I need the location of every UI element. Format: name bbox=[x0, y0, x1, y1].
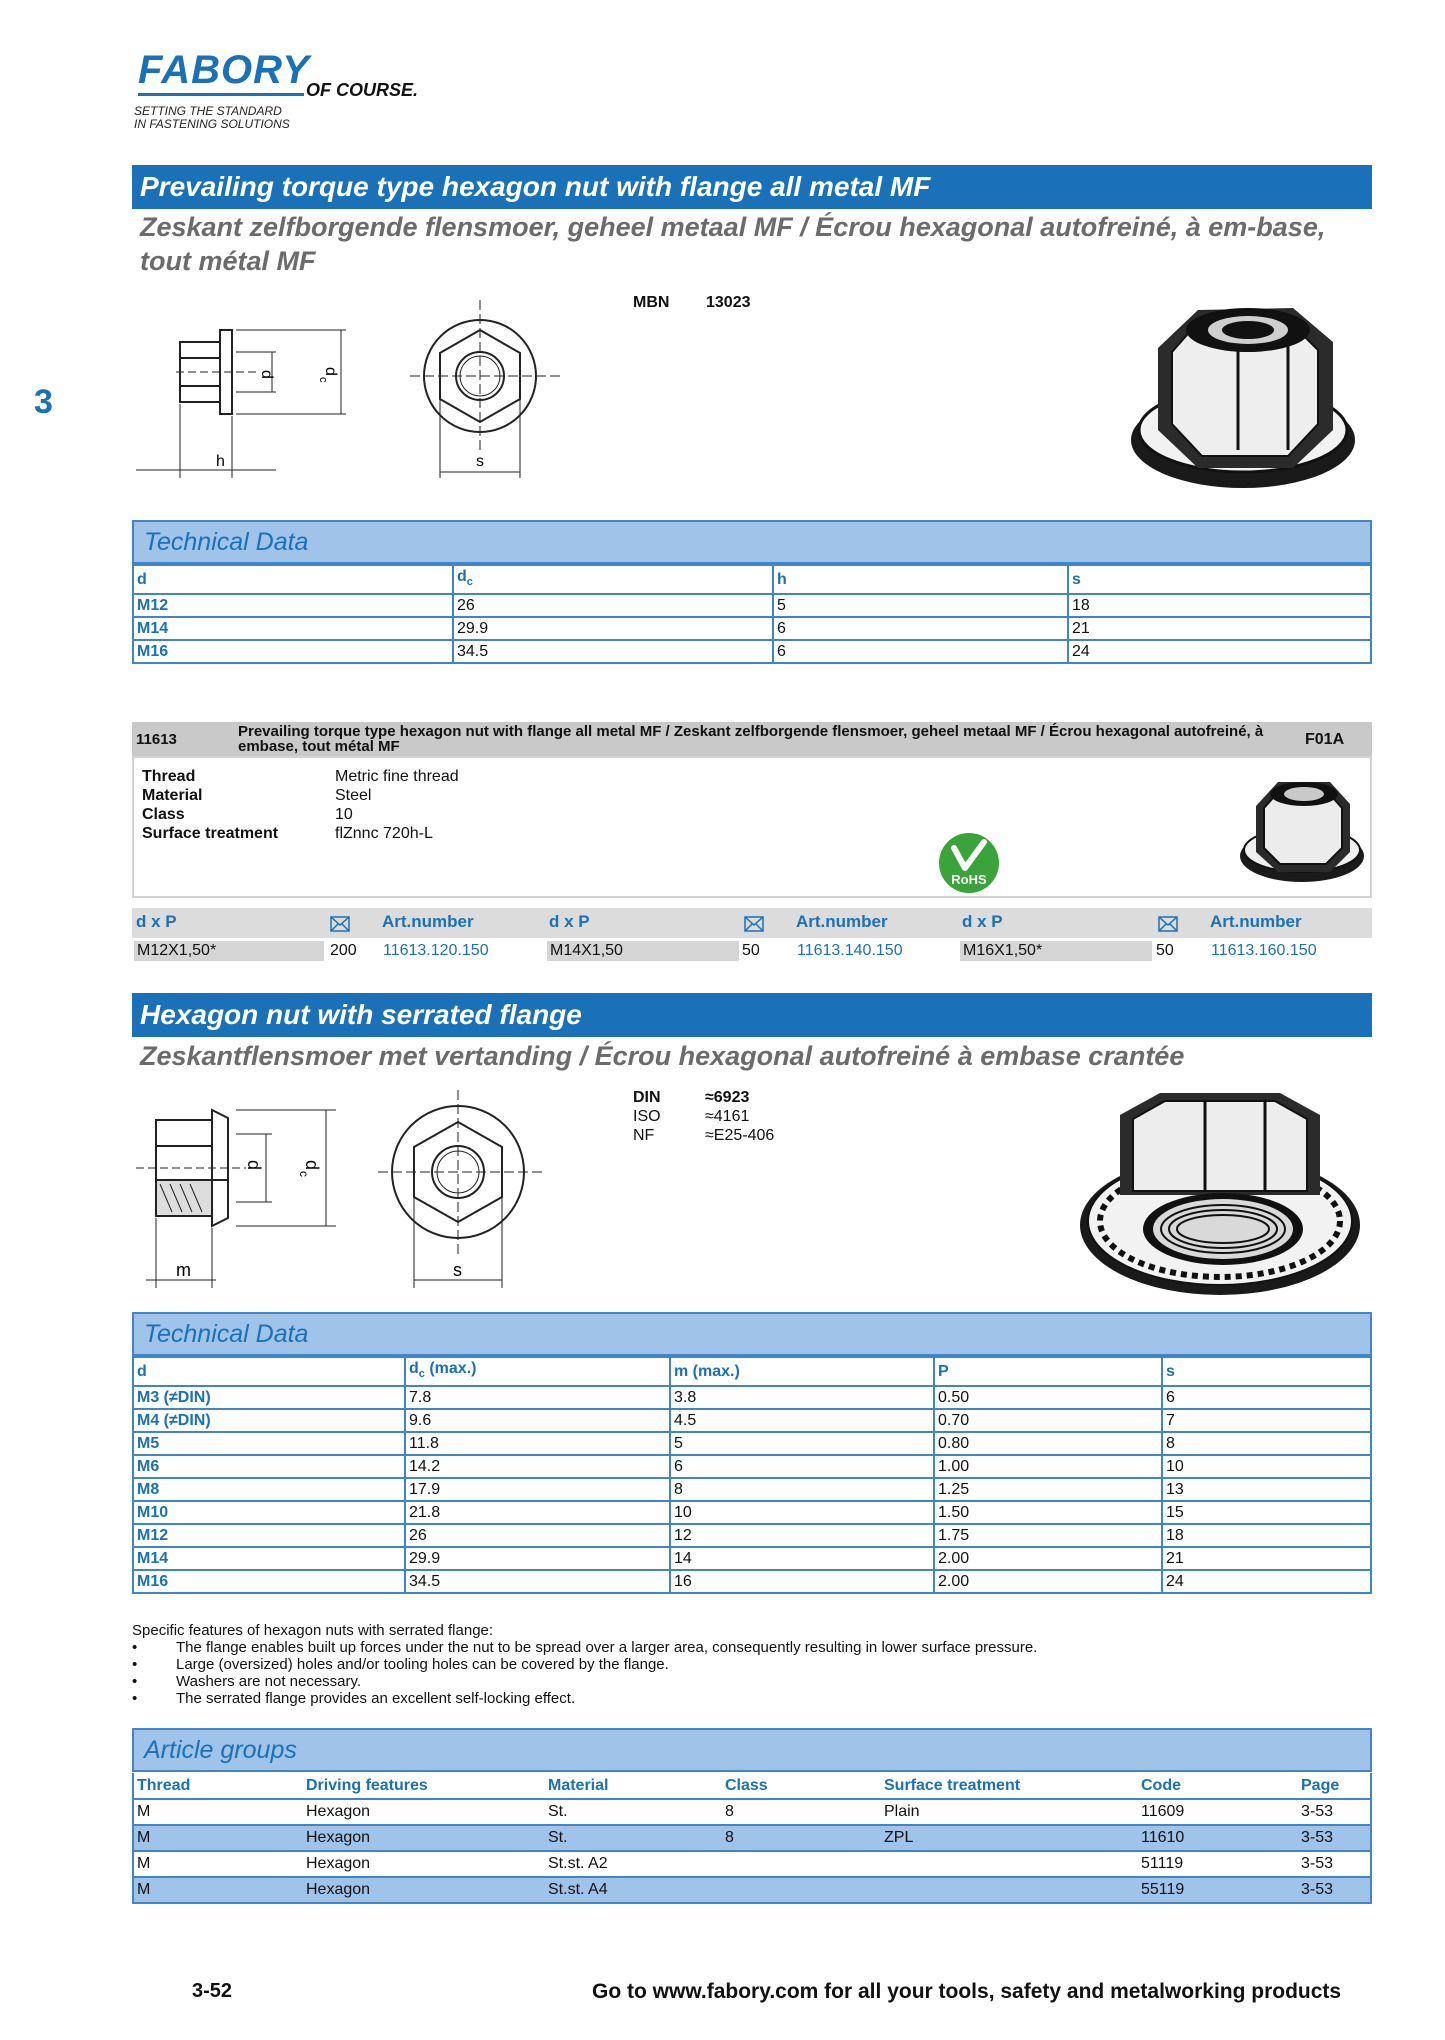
table-cell: 8 bbox=[1162, 1432, 1371, 1455]
col-header: d bbox=[133, 1357, 405, 1386]
table-cell: 2.00 bbox=[934, 1547, 1162, 1570]
prop-key: Class bbox=[142, 806, 185, 823]
prop-key: Surface treatment bbox=[142, 825, 279, 842]
table-cell: 11609 bbox=[1138, 1799, 1298, 1825]
col-header: Thread bbox=[133, 1773, 303, 1799]
table-cell: 16 bbox=[670, 1570, 934, 1593]
table-cell: 2.00 bbox=[934, 1570, 1162, 1593]
section1-top-drawing bbox=[410, 300, 570, 480]
footer-promo: Go to www.fabory.com for all your tools, safety and metalworking products bbox=[592, 1980, 1342, 2003]
prop-value: Metric fine thread bbox=[335, 768, 459, 785]
table-row bbox=[133, 1524, 1371, 1547]
section1-subtitle: Zeskant zelfborgende flensmoer, geheel metaal MF / Écrou hexagonal autofreiné, à em-base, tout métal MF bbox=[140, 212, 1326, 276]
top2-label-s: s bbox=[453, 1260, 462, 1280]
table-cell: 18 bbox=[1068, 594, 1371, 617]
side2-label-dc: d bbox=[302, 1160, 322, 1171]
col-header: P bbox=[934, 1357, 1162, 1386]
side-label-dc: d bbox=[322, 367, 339, 376]
order-qty-cell: 200 bbox=[330, 942, 357, 959]
table-cell: M10 bbox=[133, 1501, 405, 1524]
section2-title: Hexagon nut with serrated flange bbox=[132, 993, 1372, 1037]
feature-item: • The flange enables built up forces under the nut to be spread over a larger area, consequently resulting in lower surface pressure. bbox=[132, 1639, 1038, 1656]
col-header: Class bbox=[722, 1773, 881, 1799]
std-name: ISO bbox=[633, 1108, 661, 1125]
tagline-line-1: SETTING THE STANDARD bbox=[134, 104, 282, 118]
prop-value: 10 bbox=[335, 806, 353, 823]
table-cell: M6 bbox=[133, 1455, 405, 1478]
table-row bbox=[133, 1478, 1371, 1501]
table-row bbox=[133, 640, 1371, 663]
article-code: 11613 bbox=[136, 731, 177, 748]
side2-label-m: m bbox=[176, 1260, 191, 1280]
tagline-line-2: IN FASTENING SOLUTIONS bbox=[134, 117, 290, 131]
table-cell: M14 bbox=[133, 1547, 405, 1570]
order-dxp-cell: M16X1,50* bbox=[960, 941, 1152, 961]
order-art-link[interactable]: 11613.160.150 bbox=[1211, 942, 1317, 959]
col-header: s bbox=[1068, 565, 1371, 594]
side-label-h: h bbox=[216, 453, 225, 470]
table-row bbox=[133, 1455, 1371, 1478]
feature-item: • The serrated flange provides an excellent self-locking effect. bbox=[132, 1690, 576, 1707]
section2-subtitle: Zeskantflensmoer met vertanding / Écrou hexagonal autofreiné à embase crantée bbox=[140, 1041, 1185, 1071]
tech-data-table-1 bbox=[132, 564, 1372, 664]
features-title: Specific features of hexagon nuts with serrated flange: bbox=[132, 1622, 494, 1639]
table-cell: 17.9 bbox=[405, 1478, 670, 1501]
table-cell: 10 bbox=[1162, 1455, 1371, 1478]
table-cell: M bbox=[133, 1825, 303, 1851]
std-value: ≈E25-406 bbox=[705, 1127, 775, 1144]
order-qty-cell: 50 bbox=[742, 942, 760, 959]
feature-item: • Large (oversized) holes and/or tooling holes can be covered by the flange. bbox=[132, 1656, 669, 1673]
table-cell: Hexagon bbox=[303, 1851, 545, 1877]
table-cell: 51119 bbox=[1138, 1851, 1298, 1877]
table-cell: 5 bbox=[773, 594, 1068, 617]
article-properties-box bbox=[132, 756, 1372, 898]
table-cell: ZPL bbox=[881, 1825, 1138, 1851]
table-cell: 10 bbox=[670, 1501, 934, 1524]
table-cell: M12 bbox=[133, 594, 453, 617]
table-cell: 7 bbox=[1162, 1409, 1371, 1432]
order-art-link[interactable]: 11613.140.150 bbox=[797, 942, 903, 959]
top-label-s: s bbox=[476, 453, 484, 470]
table-cell: 11.8 bbox=[405, 1432, 670, 1455]
order-col-dxp: d x P bbox=[549, 912, 590, 931]
table-header-row bbox=[133, 565, 1371, 594]
col-header: $d_c$ (max.) bbox=[405, 1357, 670, 1386]
col-header: Material bbox=[545, 1773, 722, 1799]
table-cell: 21 bbox=[1068, 617, 1371, 640]
table-cell: 7.8 bbox=[405, 1386, 670, 1409]
table-cell: 18 bbox=[1162, 1524, 1371, 1547]
col-header: h bbox=[773, 565, 1068, 594]
article-family: F01A bbox=[1305, 731, 1345, 748]
side-label-dc-sub: c bbox=[317, 377, 329, 383]
side2-label-d: d bbox=[244, 1160, 264, 1171]
table-cell: 15 bbox=[1162, 1501, 1371, 1524]
prop-value: flZnnc 720h-L bbox=[335, 825, 433, 842]
table-cell: 1.00 bbox=[934, 1455, 1162, 1478]
table-row bbox=[133, 1825, 1371, 1851]
table-cell: 6 bbox=[670, 1455, 934, 1478]
order-col-art: Art.number bbox=[382, 912, 474, 931]
order-col-dxp: d x P bbox=[136, 912, 177, 931]
order-col-art: Art.number bbox=[1210, 912, 1302, 931]
table-cell: 0.80 bbox=[934, 1432, 1162, 1455]
col-header: m (max.) bbox=[670, 1357, 934, 1386]
page-number: 3-52 bbox=[192, 1980, 233, 2002]
table-cell bbox=[722, 1851, 881, 1877]
table-cell: Hexagon bbox=[303, 1825, 545, 1851]
table-cell: 8 bbox=[722, 1799, 881, 1825]
table-row bbox=[133, 1851, 1371, 1877]
prop-key: Thread bbox=[142, 768, 196, 785]
table-cell: 29.9 bbox=[405, 1547, 670, 1570]
std1-name: MBN bbox=[633, 294, 670, 311]
tech-data-header-1: Technical Data bbox=[132, 520, 1372, 564]
table-cell: M16 bbox=[133, 640, 453, 663]
article-title: Prevailing torque type hexagon nut with flange all metal MF / Zeskant zelfborgende flensmoer, geheel metaal MF / Écrou hexagonal autofreiné, à embase, tout métal MF bbox=[238, 723, 1264, 755]
side2-label-dc-sub: c bbox=[297, 1171, 311, 1177]
table-cell: 3-53 bbox=[1298, 1825, 1371, 1851]
tech-data-table-2 bbox=[132, 1356, 1372, 1594]
table-cell: 11610 bbox=[1138, 1825, 1298, 1851]
package-qty-icon bbox=[1158, 916, 1178, 932]
table-row bbox=[133, 594, 1371, 617]
table-cell: 3-53 bbox=[1298, 1851, 1371, 1877]
table-cell: 26 bbox=[453, 594, 773, 617]
brand-logo: FABORY bbox=[138, 48, 310, 92]
section2-side-drawing bbox=[136, 1090, 366, 1290]
table-cell: 3-53 bbox=[1298, 1799, 1371, 1825]
std-value: ≈6923 bbox=[705, 1089, 750, 1106]
table-cell: M bbox=[133, 1851, 303, 1877]
table-row bbox=[133, 1547, 1371, 1570]
table-row bbox=[133, 617, 1371, 640]
package-qty-icon bbox=[330, 916, 350, 932]
table-cell: 8 bbox=[670, 1478, 934, 1501]
section1-title: Prevailing torque type hexagon nut with flange all metal MF bbox=[132, 165, 1372, 209]
table-cell: 9.6 bbox=[405, 1409, 670, 1432]
section2-top-drawing bbox=[378, 1090, 558, 1290]
section1-side-drawing bbox=[136, 300, 366, 480]
table-row bbox=[133, 1432, 1371, 1455]
table-cell: St. bbox=[545, 1825, 722, 1851]
table-cell bbox=[722, 1877, 881, 1903]
col-header: Driving features bbox=[303, 1773, 545, 1799]
table-cell: 0.70 bbox=[934, 1409, 1162, 1432]
article-product-image bbox=[1238, 770, 1368, 890]
table-cell: M3 (≠DIN) bbox=[133, 1386, 405, 1409]
table-row bbox=[133, 1877, 1371, 1903]
logo-tagline bbox=[134, 105, 374, 131]
std-value: ≈4161 bbox=[705, 1108, 750, 1125]
table-cell: 8 bbox=[722, 1825, 881, 1851]
table-cell: M5 bbox=[133, 1432, 405, 1455]
table-cell: Hexagon bbox=[303, 1799, 545, 1825]
order-dxp-cell: M12X1,50* bbox=[134, 941, 324, 961]
std1-value: 13023 bbox=[706, 294, 751, 311]
table-cell: M8 bbox=[133, 1478, 405, 1501]
table-cell: 14 bbox=[670, 1547, 934, 1570]
table-cell: Plain bbox=[881, 1799, 1138, 1825]
order-dxp-cell: M14X1,50 bbox=[547, 941, 739, 961]
table-cell: 12 bbox=[670, 1524, 934, 1547]
table-cell: 0.50 bbox=[934, 1386, 1162, 1409]
package-qty-icon bbox=[744, 916, 764, 932]
table-header-row bbox=[133, 1357, 1371, 1386]
table-cell: 4.5 bbox=[670, 1409, 934, 1432]
table-cell: 6 bbox=[773, 640, 1068, 663]
table-row bbox=[133, 1799, 1371, 1825]
tech-data-header-2: Technical Data bbox=[132, 1312, 1372, 1356]
table-row bbox=[133, 1409, 1371, 1432]
table-cell: 34.5 bbox=[405, 1570, 670, 1593]
feature-item: • Washers are not necessary. bbox=[132, 1673, 362, 1690]
table-cell: M14 bbox=[133, 617, 453, 640]
col-header: d bbox=[133, 565, 453, 594]
col-header: Page bbox=[1298, 1773, 1371, 1799]
table-cell: 29.9 bbox=[453, 617, 773, 640]
table-cell: M12 bbox=[133, 1524, 405, 1547]
flange-nut-product-image bbox=[1128, 290, 1358, 500]
table-header-row bbox=[133, 1773, 1371, 1799]
col-header: Code bbox=[1138, 1773, 1298, 1799]
table-cell: 24 bbox=[1162, 1570, 1371, 1593]
table-cell: M4 (≠DIN) bbox=[133, 1409, 405, 1432]
table-cell: 3-53 bbox=[1298, 1877, 1371, 1903]
std-name: DIN bbox=[633, 1089, 661, 1106]
table-cell: 21 bbox=[1162, 1547, 1371, 1570]
order-col-art: Art.number bbox=[796, 912, 888, 931]
table-cell: 5 bbox=[670, 1432, 934, 1455]
std-name: NF bbox=[633, 1127, 655, 1144]
table-cell: M16 bbox=[133, 1570, 405, 1593]
side-label-d: d bbox=[258, 370, 275, 379]
article-groups-table bbox=[132, 1773, 1372, 1904]
table-cell: 1.75 bbox=[934, 1524, 1162, 1547]
table-cell: St.st. A4 bbox=[545, 1877, 722, 1903]
table-cell: 55119 bbox=[1138, 1877, 1298, 1903]
table-cell: 13 bbox=[1162, 1478, 1371, 1501]
table-cell: 1.25 bbox=[934, 1478, 1162, 1501]
table-cell: 1.50 bbox=[934, 1501, 1162, 1524]
rohs-badge-icon bbox=[938, 832, 1000, 894]
rohs-label: RoHS bbox=[951, 872, 987, 887]
table-row bbox=[133, 1570, 1371, 1593]
table-cell: Hexagon bbox=[303, 1877, 545, 1903]
table-cell: St.st. A2 bbox=[545, 1851, 722, 1877]
table-row bbox=[133, 1386, 1371, 1409]
col-header: s bbox=[1162, 1357, 1371, 1386]
table-cell bbox=[881, 1851, 1138, 1877]
table-cell: 24 bbox=[1068, 640, 1371, 663]
table-cell: 6 bbox=[773, 617, 1068, 640]
article-groups-header: Article groups bbox=[132, 1728, 1372, 1772]
order-art-link[interactable]: 11613.120.150 bbox=[383, 942, 489, 959]
prop-key: Material bbox=[142, 787, 203, 804]
chapter-marker: 3 bbox=[34, 383, 53, 421]
order-qty-cell: 50 bbox=[1156, 942, 1174, 959]
table-cell: St. bbox=[545, 1799, 722, 1825]
table-row bbox=[133, 1501, 1371, 1524]
order-col-dxp: d x P bbox=[962, 912, 1003, 931]
col-header: $d_c$ bbox=[453, 565, 773, 594]
table-cell: 21.8 bbox=[405, 1501, 670, 1524]
table-cell: M bbox=[133, 1877, 303, 1903]
logo-slogan: OF COURSE. bbox=[306, 80, 419, 100]
logo-underline bbox=[138, 93, 304, 96]
table-cell: 3.8 bbox=[670, 1386, 934, 1409]
table-cell: 14.2 bbox=[405, 1455, 670, 1478]
col-header: Surface treatment bbox=[881, 1773, 1138, 1799]
table-cell: 26 bbox=[405, 1524, 670, 1547]
table-cell: 34.5 bbox=[453, 640, 773, 663]
table-cell bbox=[881, 1877, 1138, 1903]
table-cell: M bbox=[133, 1799, 303, 1825]
prop-value: Steel bbox=[335, 787, 372, 804]
table-cell: 6 bbox=[1162, 1386, 1371, 1409]
serrated-nut-product-image bbox=[1075, 1085, 1365, 1300]
